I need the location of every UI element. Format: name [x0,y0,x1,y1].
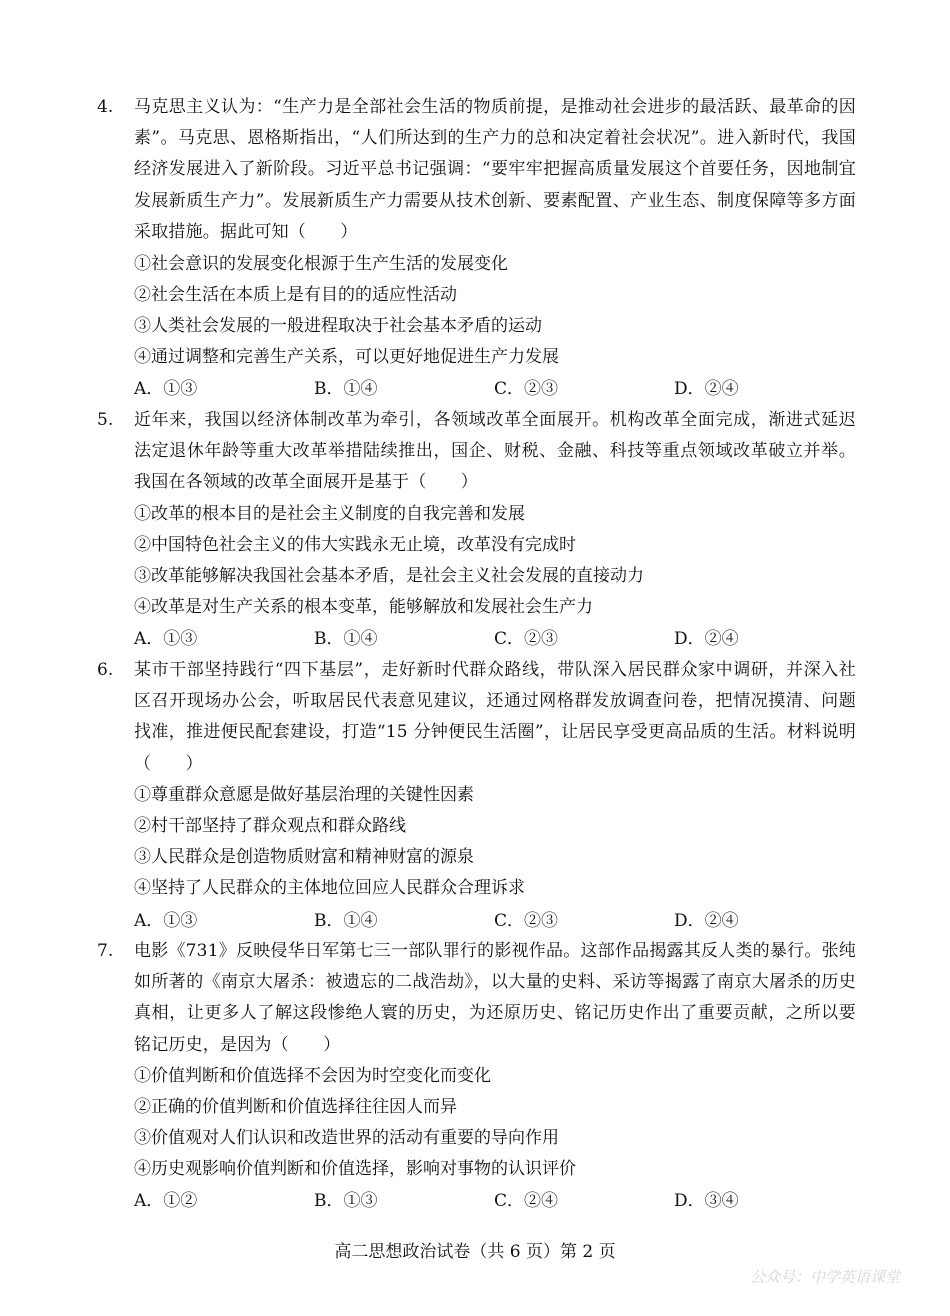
option-statement: ④坚持了人民群众的主体地位回应人民群众合理诉求 [134,878,525,898]
choice-b: B．①④ [314,911,378,931]
question-number: 5. [97,410,114,430]
choice-c: C．②③ [494,379,559,399]
option-statement: ①社会意识的发展变化根源于生产生活的发展变化 [134,254,508,274]
choice-d: D．②④ [674,379,739,399]
choice-a: A．①③ [134,911,198,931]
option-statement: ②村干部坚持了群众观点和群众路线 [134,816,406,836]
option-statement: ④改革是对生产关系的根本变革，能够解放和发展社会生产力 [134,597,593,617]
choice-d: D．②④ [674,629,739,649]
option-statement: ②中国特色社会主义的伟大实践永无止境，改革没有完成时 [134,535,576,555]
choice-d: D．②④ [674,911,739,931]
question-number: 7. [97,941,114,961]
option-statement: ③改革能够解决我国社会基本矛盾，是社会主义社会发展的直接动力 [134,566,644,586]
answer-choices [0,624,950,655]
option-statement: ④历史观影响价值判断和价值选择，影响对事物的认识评价 [134,1159,576,1179]
watermark: 公众号：中学英语课堂 [749,1268,900,1286]
choice-b: B．①④ [314,629,378,649]
option-statement: ③价值观对人们认识和改造世界的活动有重要的导向作用 [134,1128,559,1148]
choice-d: D．③④ [674,1191,739,1211]
choice-c: C．②③ [494,911,559,931]
question-stem: 某市干部坚持践行“四下基层”，走好新时代群众路线，带队深入居民群众家中调研，并深入社区召开现场办公会，听取居民代表意见建议，还通过网格群发放调查问卷，把情况摸清、问题找准，推进便民配套建设，打造“15 分钟便民生活圈”，让居民享受更高品质的生活。材料说明（ ） [134,660,856,774]
question-stem: 马克思主义认为：“生产力是全部社会生活的物质前提，是推动社会进步的最活跃、最革命的因素”。马克思、恩格斯指出，“人们所达到的生产力的总和决定着社会状况”。进入新时代，我国经济发展进入了新阶段。习近平总书记强调：“要牢牢把握高质量发展这个首要任务，因地制宜发展新质生产力”。发展新质生产力需要从技术创新、要素配置、产业生态、制度保障等多方面采取措施。据此可知（ ） [134,97,856,242]
choice-c: C．②③ [494,629,559,649]
choice-b: B．①③ [314,1191,378,1211]
question-number: 4. [97,97,114,117]
choice-b: B．①④ [314,379,378,399]
choice-c: C．②④ [494,1191,559,1211]
answer-choices [0,906,950,937]
option-statement: ①价值判断和价值选择不会因为时空变化而变化 [134,1066,491,1086]
question-number: 6. [97,660,114,680]
option-statement: ③人类社会发展的一般进程取决于社会基本矛盾的运动 [134,316,542,336]
option-statement: ③人民群众是创造物质财富和精神财富的源泉 [134,847,474,867]
choice-a: A．①② [134,1191,198,1211]
choice-a: A．①③ [134,629,198,649]
option-statement: ①改革的根本目的是社会主义制度的自我完善和发展 [134,504,525,524]
question-stem: 电影《731》反映侵华日军第七三一部队罪行的影视作品。这部作品揭露其反人类的暴行。张纯如所著的《南京大屠杀：被遗忘的二战浩劫》，以大量的史料、采访等揭露了南京大屠杀的历史真相，让更多人了解这段惨绝人寰的历史，为还原历史、铭记历史作出了重要贡献，之所以要铭记历史，是因为（ ） [134,941,856,1055]
answer-choices [0,1186,950,1217]
option-statement: ①尊重群众意愿是做好基层治理的关键性因素 [134,785,474,805]
option-statement: ②正确的价值判断和价值选择往往因人而异 [134,1097,457,1117]
option-statement: ②社会生活在本质上是有目的的适应性活动 [134,285,457,305]
choice-a: A．①③ [134,379,198,399]
option-statement: ④通过调整和完善生产关系，可以更好地促进生产力发展 [134,347,559,367]
page-footer: 高二思想政治试卷（共 6 页）第 2 页 [334,1242,616,1262]
answer-choices [0,374,950,405]
question-stem: 近年来，我国以经济体制改革为牵引，各领域改革全面展开。机构改革全面完成，渐进式延迟法定退休年龄等重大改革举措陆续推出，国企、财税、金融、科技等重点领域改革破立并举。我国在各领域的改革全面展开是基于（ ） [134,410,856,493]
